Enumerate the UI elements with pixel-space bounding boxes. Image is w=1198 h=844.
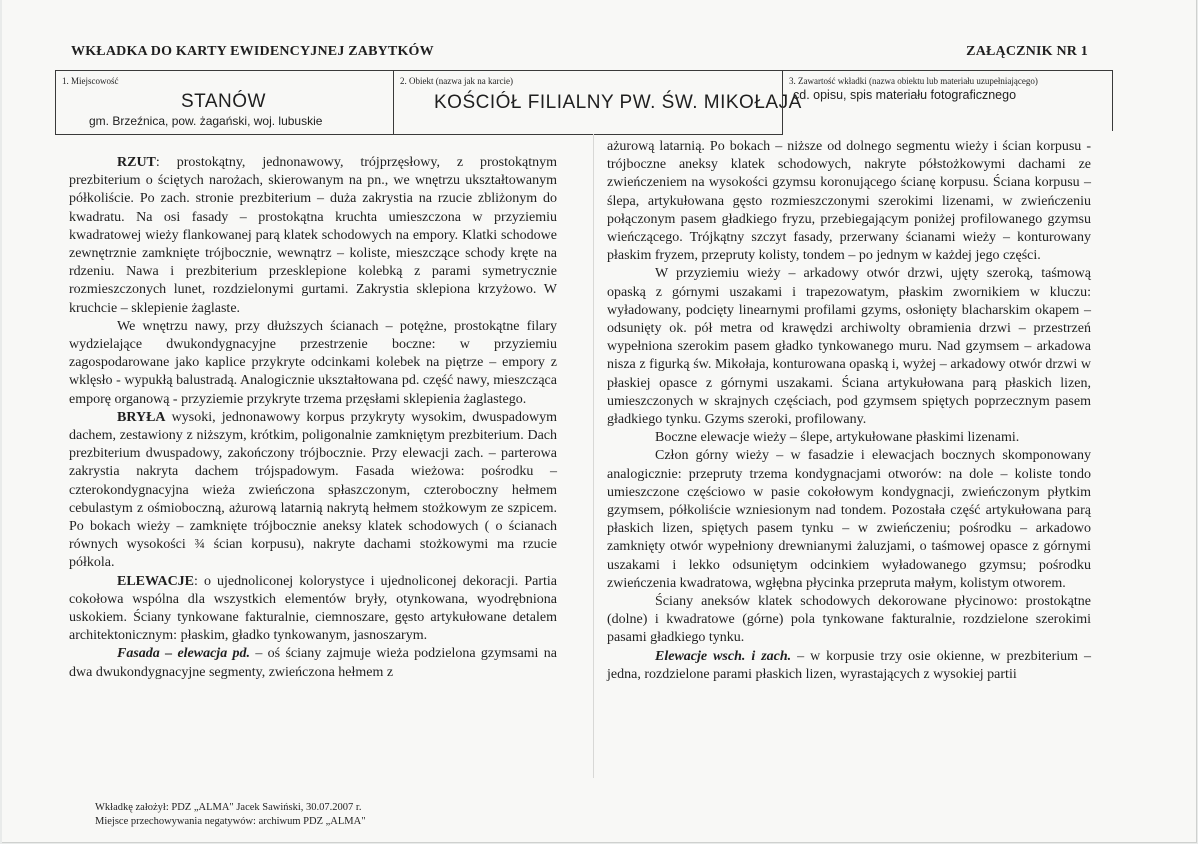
attachment-number: ZAŁĄCZNIK NR 1: [966, 44, 1088, 59]
paragraph-tower-sides: [607, 429, 1091, 447]
heading-east-west: Elewacje wsch. i zach.: [655, 648, 792, 664]
paragraph-bryla: [69, 409, 557, 573]
paragraph-interior: [69, 318, 557, 409]
field-locality-value: STANÓW: [181, 91, 266, 112]
paragraph-east-west: [607, 648, 1091, 684]
field-locality-label: 1. Miejscowość: [62, 76, 119, 86]
paragraph-elewacje: [69, 573, 557, 646]
document-sheet: [2, 0, 1197, 843]
document-title: WKŁADKA DO KARTY EWIDENCYJNEJ ZABYTKÓW: [71, 44, 434, 59]
paragraph-fasada-cont: [607, 138, 1091, 265]
paragraph-text: wysoki, jednonawowy korpus przykryty wysokim, dwuspadowym dachem, zestawiony z niższym, krótkim, poligonalnie zamkniętym prezbiterium. Dach prezbiterium dwuspadowy, zakończony trójbocznie. Przy elewacji zach. – parterowa zakrystia nakryta dachem trójspadowym. Fasada wieżowa: pośrodku – czterokondygnacyjna wieża zwieńczona spłaszczonym, czteroboczny hełmem cebulastym z ośmioboczną, ażurową latarnią nakrytą hełmem stożkowym ze szpicem. Po bokach wieży – zamknięte trójbocznie aneksy klatek schodowych ( o ścianach równych wysokości ¾ ścian korpusu), nakryte dachami stożkowymi ma rzucie półkola.: [69, 409, 557, 571]
paragraph-text: : o ujednoliconej kolorystyce i ujednoliconej dekoracji. Partia cokołowa wspólna dla wszystkich elementów bryły, otynkowana, wyodrębniona uskokiem. Ściany tynkowane fakturalnie, ciemnoszare, gęsto artykułowane detalem architektonicznym: płaskim, gładko tynkowanym, jasnoszarym.: [69, 573, 557, 644]
field-object-label: 2. Obiekt (nazwa jak na karcie): [400, 76, 513, 86]
column-divider: [593, 134, 594, 778]
field-object-value: KOŚCIÓŁ FILIALNY PW. ŚW. MIKOŁAJA: [434, 92, 802, 113]
field-object: [393, 70, 802, 135]
paragraph-tower-upper: [607, 447, 1091, 593]
paragraph-text: – w korpusie trzy osie okienne, w prezbiterium – jedna, rozdzielone parami płaskich lizen, wyrastających z wysokiej partii: [607, 648, 1091, 682]
paragraph-text: : prostokątny, jednonawowy, trójprzęsłowy, z prostokątnym prezbiterium o ściętych narożach, skierowanym na pn., we wnętrzu ukształtowanym półkoliście. Po zach. stronie prezbiterium – duża zakrystia na rzucie zbliżonym do kwadratu. Na osi fasady – prostokątna kruchta umieszczona w przyziemiu kwadratowej wieży flankowanej parą klatek schodowych na empory. Klatki schodowe zewnętrznie zamknięte trójbocznie, wewnątrz – koliste, mieszczące schody kręte na rdzeniu. Nawa i prezbiterium przesklepione kolebką z parami symetrycznie rozmieszczonych lunet, rozdzielonymi gurtami. Zakrystia sklepiona krzyżowo. W kruchcie – sklepienie żaglaste.: [69, 155, 557, 316]
paragraph-stair-annexes: [607, 593, 1091, 648]
paragraph-tower-ground: [607, 265, 1091, 429]
paragraph-text: W przyziemiu wieży – arkadowy otwór drzwi, ujęty szeroką, taśmową opaską z górnymi uszakami i trapezowatym, płaskim zwornikiem w kluczu: wyładowany, podcięty linearnymi profilami gzyms, osłonięty blacharskim okapem – odsunięty ok. pół metra od krawędzi archiwolty obramienia drzwi – przestrzeń wypełniona szerokim pasem gładko tynkowanego muru. Nad gzymsem – arkadowa nisza z figurką św. Mikołaja, konturowana opaską i, wyżej – arkadowy otwór drzwi w płaskiej opasce z górnymi uszakami. Ściana artykułowana parą płaskich lizen, umieszczonych w skrajnych częściach, pod gzymsem spiętych poprzecznym pasem gładkiego tynku. Gzyms szeroki, profilowany.: [607, 266, 1091, 428]
footer-notes: [95, 801, 366, 829]
paragraph-rzut: [69, 154, 557, 318]
field-contents-value: cd. opisu, spis materiału fotograficznego: [793, 88, 1017, 102]
paragraph-text: Człon górny wieży – w fasadzie i elewacjach bocznych skomponowany analogicznie: przepruty trzema kondygnacjami otworów: na dole – koliste tondo umieszczone częściowo w pasie cokołowym kondygnacji, zwieńczonym płytkim gzymsem, półkoliście wzniesionym nad tondem. Pozostała część artykułowana parą płaskich lizen, spiętych pasem tynku – w zwieńczeniu; pośrodku – arkadowo zamknięty otwór wypełniony drewnianymi żaluzjami, o taśmowej opasce z górnymi uszakami i lekko odsuniętym odcinkiem wyładowanego gzymsu; pośrodku zwieńczenia kwadratowa, wgłębna płycinka przepruta małym, kolistym otworem.: [607, 448, 1091, 591]
footer-negatives: Miejsce przechowywania negatywów: archiwum PDZ „ALMA": [95, 816, 366, 827]
heading-elewacje: ELEWACJE: [117, 573, 195, 589]
paragraph-text: ażurową latarnią. Po bokach – niższe od dolnego segmentu wieży i ścian korpusu - trójboczne aneksy klatek schodowych, nakryte półstożkowymi dachami ze zwieńczeniem na wysokości gzymsu koronującego ścianę korpusu. Ściana korpusu – ślepa, artykułowana gęsto rozmieszczonymi szerokimi lizenami, w zwieńczeniu połączonym pasem gładkiego fryzu, przebiegającym poniżej profilowanego gzymsu wieńczącego. Trójkątny szczyt fasady, przerwany ścianami wieży – konturowany płaskim fryzem, przepruty kolisty, tondem – po jednym w każdej jego części.: [607, 139, 1091, 264]
paragraph-text: – oś ściany zajmuje wieża podzielona gzymsami na dwa dwukondygnacyjne segmenty, zwieńczona hełmem z: [69, 646, 557, 680]
left-column: [69, 154, 557, 682]
paragraph-fasada: [69, 645, 557, 681]
paragraph-text: Boczne elewacje wieży – ślepe, artykułowane płaskimi lizenami.: [655, 430, 1020, 446]
field-contents-label: 3. Zawartość wkładki (nazwa obiektu lub materiału uzupełniającego): [789, 76, 1038, 86]
paragraph-text: Ściany aneksów klatek schodowych dekorowane płycinowo: prostokątne (dolne) i kwadratowe (górne) pola tynkowane fakturalnie, rozdzielone szerokimi pasami gładkiego tynku.: [607, 594, 1091, 646]
heading-rzut: RZUT: [117, 155, 156, 170]
heading-bryla: BRYŁA: [117, 409, 166, 425]
heading-fasada: Fasada – elewacja pd.: [117, 646, 251, 662]
footer-author: Wkładkę założył: PDZ „ALMA" Jacek Sawiński, 30.07.2007 r.: [95, 802, 362, 813]
right-column: [607, 138, 1091, 684]
field-contents: [782, 70, 1113, 131]
field-locality: [55, 70, 394, 135]
paragraph-text: We wnętrzu nawy, przy dłuższych ścianach – potężne, prostokątne filary wydzielające dwukondygnacyjne przestrzenie boczne: w przyziemiu zagospodarowane jako kaplice przykryte odcinkami kolebek na piętrze – empory z wklęsło - wypukłą balustradą. Analogicznie ukształtowana pd. część nawy, mieszcząca emporę organową - przyziemie przykryte trzema przęsłami sklepienia żaglastego.: [69, 318, 557, 407]
field-locality-sub: gm. Brzeźnica, pow. żagański, woj. lubuskie: [89, 114, 323, 128]
